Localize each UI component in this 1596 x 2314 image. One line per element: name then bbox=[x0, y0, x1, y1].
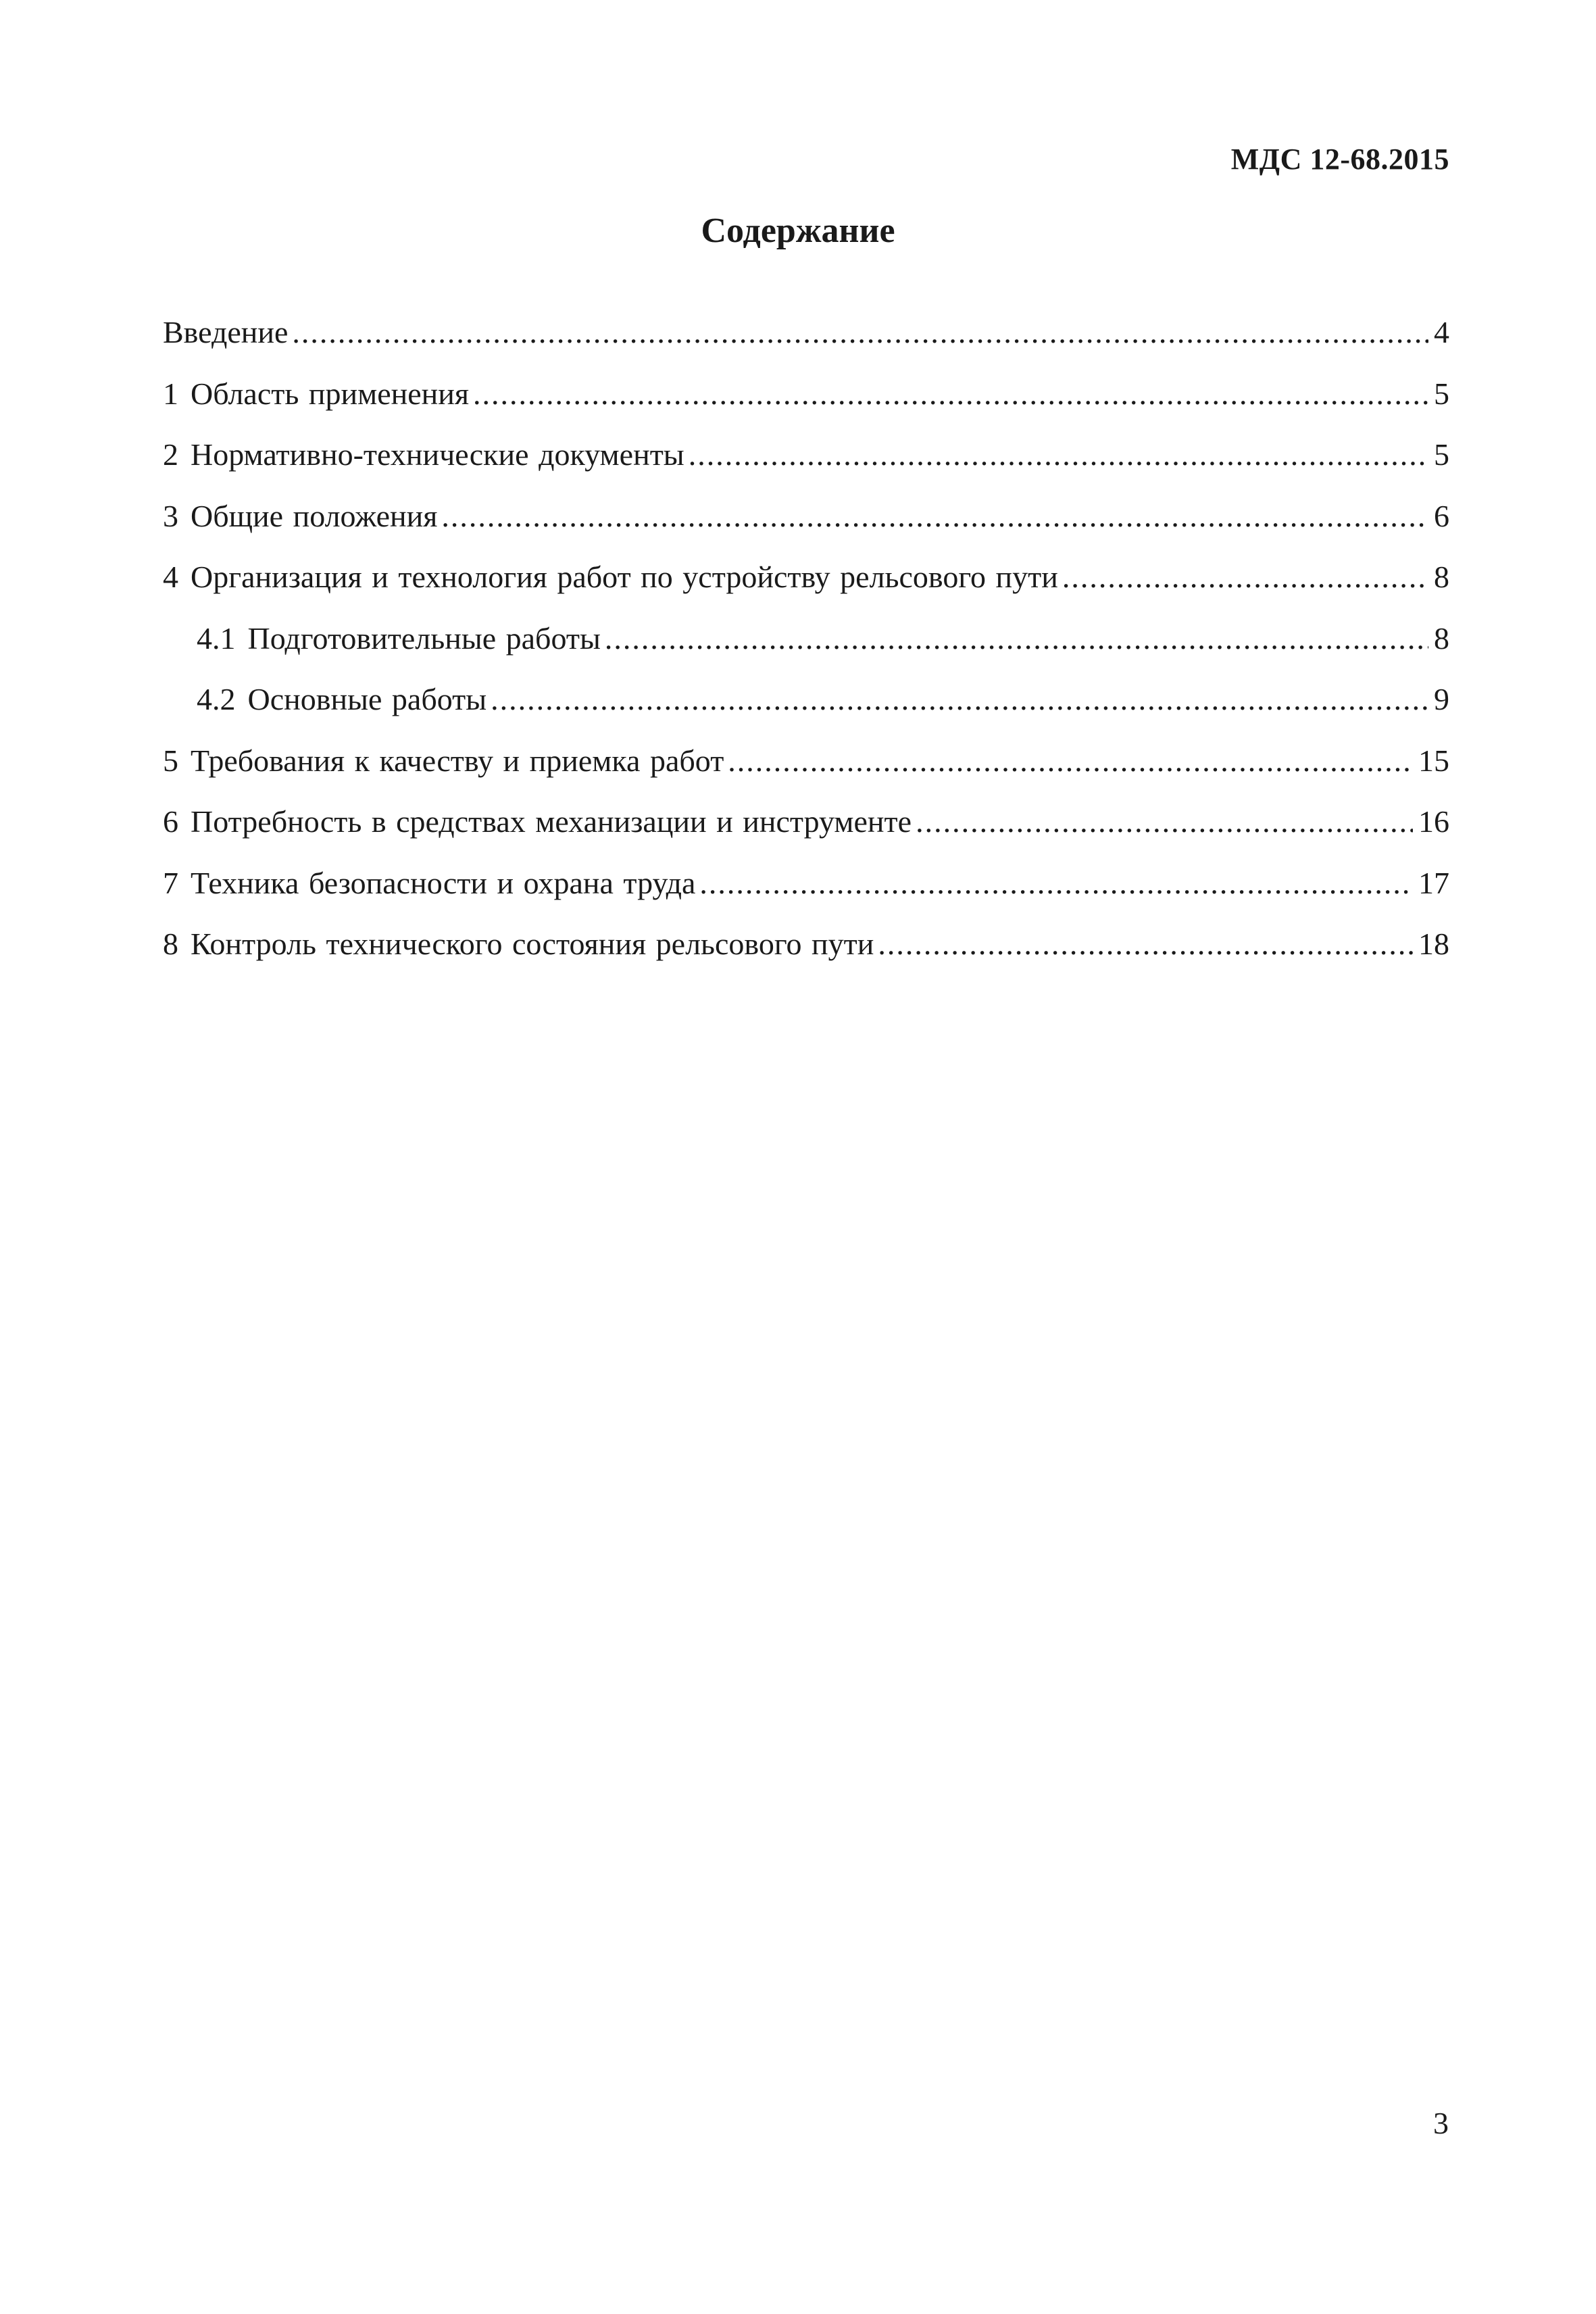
toc-entry-page: 8 bbox=[1434, 560, 1449, 594]
toc-entry-page: 6 bbox=[1434, 498, 1449, 533]
toc-entry-page: 15 bbox=[1418, 743, 1449, 778]
toc-entry-number: 5 bbox=[163, 743, 178, 778]
dot-leader bbox=[441, 496, 1428, 537]
dot-leader bbox=[1062, 557, 1428, 597]
toc-entry-title: Контроль технического состояния рельсового пути bbox=[191, 927, 874, 961]
toc-entry-8 bbox=[163, 924, 1449, 985]
dot-leader bbox=[878, 924, 1413, 964]
toc-entry-4-2 bbox=[163, 679, 1449, 741]
toc-entry-7 bbox=[163, 863, 1449, 925]
toc-entry-title: Область применения bbox=[191, 376, 470, 411]
toc-entry-number: 1 bbox=[163, 376, 178, 411]
toc-entry-page: 18 bbox=[1418, 927, 1449, 961]
dot-leader bbox=[728, 741, 1413, 781]
toc-entry-number: 4.1 bbox=[197, 620, 236, 656]
table-of-contents bbox=[163, 312, 1449, 985]
document-code: МДС 12-68.2015 bbox=[1230, 143, 1449, 176]
toc-entry-title: Нормативно-технические документы bbox=[191, 437, 684, 472]
dot-leader bbox=[916, 802, 1413, 842]
toc-entry-number: 4 bbox=[163, 560, 178, 594]
toc-entry-title: Требования к качеству и приемка работ bbox=[191, 743, 724, 778]
toc-entry-title: Основные работы bbox=[247, 682, 487, 716]
toc-entry-5 bbox=[163, 741, 1449, 802]
toc-entry-page: 9 bbox=[1434, 682, 1449, 716]
toc-entry-page: 16 bbox=[1418, 804, 1449, 839]
toc-entry-title: Подготовительные работы bbox=[247, 620, 601, 656]
toc-entry-number: 2 bbox=[163, 437, 178, 472]
toc-entry-6 bbox=[163, 802, 1449, 863]
toc-title: Содержание bbox=[701, 212, 895, 250]
toc-entry-number: 3 bbox=[163, 498, 178, 533]
toc-entry-page: 17 bbox=[1418, 865, 1449, 900]
dot-leader bbox=[473, 374, 1428, 414]
dot-leader bbox=[699, 863, 1413, 904]
toc-entry-3 bbox=[163, 496, 1449, 558]
toc-entry-page: 8 bbox=[1434, 620, 1449, 656]
dot-leader bbox=[491, 679, 1428, 720]
toc-entry-number: 8 bbox=[163, 927, 178, 961]
toc-entry-title: Техника безопасности и охрана труда bbox=[191, 865, 696, 900]
toc-entry-2 bbox=[163, 435, 1449, 496]
dot-leader bbox=[605, 618, 1428, 659]
dot-leader bbox=[292, 312, 1428, 353]
dot-leader bbox=[689, 435, 1428, 475]
toc-entry-title: Общие положения bbox=[191, 498, 438, 533]
toc-entry-page: 5 bbox=[1434, 376, 1449, 411]
toc-entry-4 bbox=[163, 557, 1449, 618]
toc-entry-number: 7 bbox=[163, 865, 178, 900]
toc-entry-page: 4 bbox=[1434, 315, 1449, 349]
toc-entry-1 bbox=[163, 374, 1449, 435]
toc-entry-title: Введение bbox=[163, 315, 289, 349]
toc-entry-4-1 bbox=[163, 618, 1449, 680]
toc-entry-title: Потребность в средствах механизации и инструменте bbox=[191, 804, 912, 839]
toc-entry-number: 4.2 bbox=[197, 682, 236, 716]
page-number: 3 bbox=[1433, 2106, 1449, 2140]
toc-entry-page: 5 bbox=[1434, 437, 1449, 472]
toc-entry-title: Организация и технология работ по устройству рельсового пути bbox=[191, 560, 1058, 594]
toc-entry-number: 6 bbox=[163, 804, 178, 839]
toc-entry-introduction bbox=[163, 312, 1449, 374]
